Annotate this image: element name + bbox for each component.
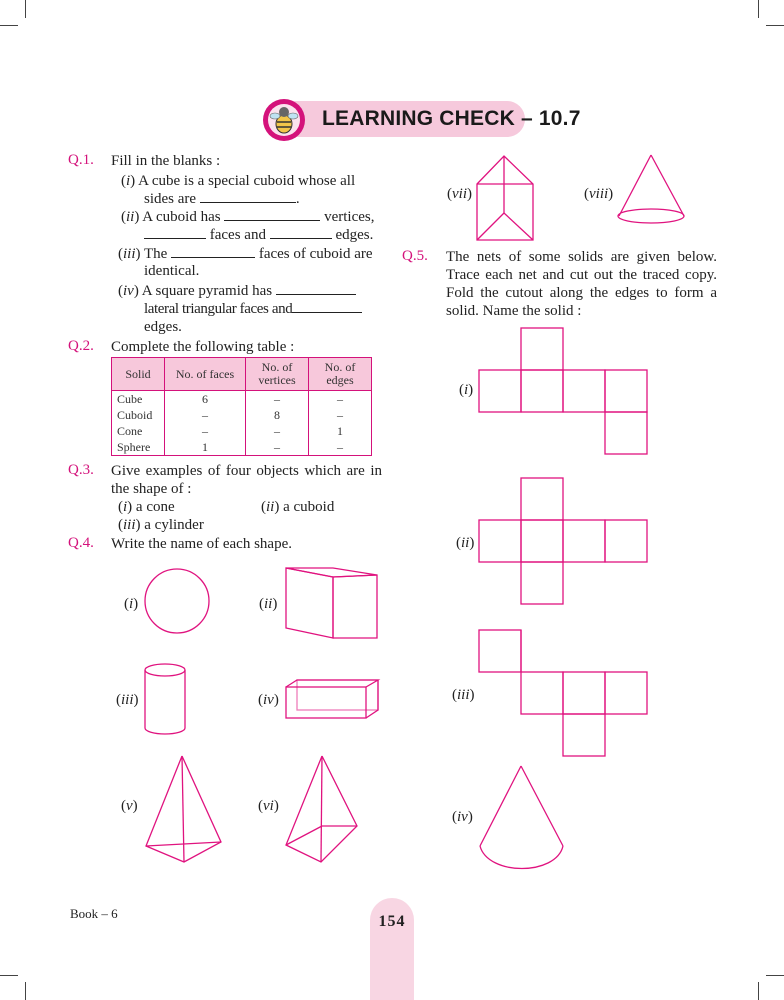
table-cell: – bbox=[246, 423, 309, 439]
table-cell: 1 bbox=[309, 423, 372, 439]
net-shape-iv bbox=[480, 766, 563, 869]
table-cell: – bbox=[246, 439, 309, 456]
question-number: Q.1. bbox=[68, 152, 94, 168]
shape-label-iv: (iv) bbox=[258, 692, 279, 708]
page-number: 154 bbox=[378, 913, 406, 930]
table-cell: 1 bbox=[165, 439, 246, 456]
net-shape-iii bbox=[479, 630, 647, 756]
question-text: Write the name of each shape. bbox=[111, 536, 292, 552]
option-iii: (iii) a cylinder bbox=[118, 517, 204, 533]
question-text: Give examples of four objects which are in the shape of : bbox=[111, 463, 382, 497]
triangular-pyramid-shape bbox=[286, 756, 357, 862]
table-cell: – bbox=[165, 423, 246, 439]
fill-item-i: (i) A cube is a special cuboid whose all bbox=[121, 173, 356, 189]
table-cell: – bbox=[309, 439, 372, 456]
shape-label-i: (i) bbox=[124, 596, 139, 612]
net-shape-ii bbox=[479, 478, 647, 604]
table-cell: 8 bbox=[246, 407, 309, 423]
table-cell: – bbox=[165, 407, 246, 423]
net-label-iii: (iii) bbox=[452, 687, 475, 703]
question-number: Q.5. bbox=[402, 248, 428, 264]
shape-label-v: (v) bbox=[121, 798, 138, 814]
net-label-iv: (iv) bbox=[452, 809, 473, 825]
question-number: Q.3. bbox=[68, 462, 94, 478]
table-header: No. of edges bbox=[309, 358, 372, 391]
table-cell: Cone bbox=[112, 423, 165, 439]
page-title: LEARNING CHECK – 10.7 bbox=[322, 107, 581, 130]
table-header: No. of vertices bbox=[246, 358, 309, 391]
fill-item-iii-line2: identical. bbox=[144, 263, 200, 279]
option-ii: (ii) a cuboid bbox=[261, 499, 335, 515]
net-label-i: (i) bbox=[459, 382, 474, 398]
shape-label-ii: (ii) bbox=[259, 596, 278, 612]
table-cell: – bbox=[309, 407, 372, 423]
table-header: Solid bbox=[112, 358, 165, 391]
table-cell: – bbox=[246, 391, 309, 408]
cuboid-shape bbox=[286, 680, 378, 718]
table-cell: Sphere bbox=[112, 439, 165, 456]
fill-item-iv-line3: edges. bbox=[144, 319, 182, 335]
prism-shape bbox=[477, 156, 533, 240]
table-cell: 6 bbox=[165, 391, 246, 408]
pyramid-shape bbox=[146, 756, 221, 862]
question-text: The nets of some solids are given below. Trace each net and cut out the traced copy. Fold the cutout along the edges to form a solid. Name the solid : bbox=[446, 249, 717, 319]
book-label: Book – 6 bbox=[70, 906, 118, 921]
cylinder-shape bbox=[145, 664, 185, 734]
net-shape-i bbox=[479, 328, 647, 454]
option-i: (i) a cone bbox=[118, 499, 175, 515]
table-cell: Cuboid bbox=[112, 407, 165, 423]
shape-label-vi: (vi) bbox=[258, 798, 279, 814]
fill-item-i-line2: sides are . bbox=[144, 191, 300, 207]
question-number: Q.4. bbox=[68, 535, 94, 551]
question-text: Complete the following table : bbox=[111, 339, 295, 355]
net-label-ii: (ii) bbox=[456, 535, 475, 551]
fill-item-iv: (iv) A square pyramid has bbox=[118, 282, 382, 300]
shape-label-viii: (viii) bbox=[584, 186, 614, 202]
table-cell: Cube bbox=[112, 391, 165, 408]
cone-shape bbox=[618, 155, 684, 223]
fill-item-iv-line2: lateral triangular faces and bbox=[144, 300, 362, 318]
table-header: No. of faces bbox=[165, 358, 246, 391]
fill-item-ii: (ii) A cuboid has vertices, bbox=[121, 209, 375, 225]
fill-item-iii: (iii) The faces of cuboid are bbox=[118, 246, 373, 262]
question-text: Fill in the blanks : bbox=[111, 153, 221, 169]
shape-label-vii: (vii) bbox=[447, 186, 472, 202]
cube-shape bbox=[286, 568, 377, 638]
shape-label-iii: (iii) bbox=[116, 692, 139, 708]
fill-item-ii-line2: faces and edges. bbox=[144, 226, 373, 244]
circle-shape bbox=[145, 569, 209, 633]
question-number: Q.2. bbox=[68, 338, 94, 354]
table-cell: – bbox=[309, 391, 372, 408]
